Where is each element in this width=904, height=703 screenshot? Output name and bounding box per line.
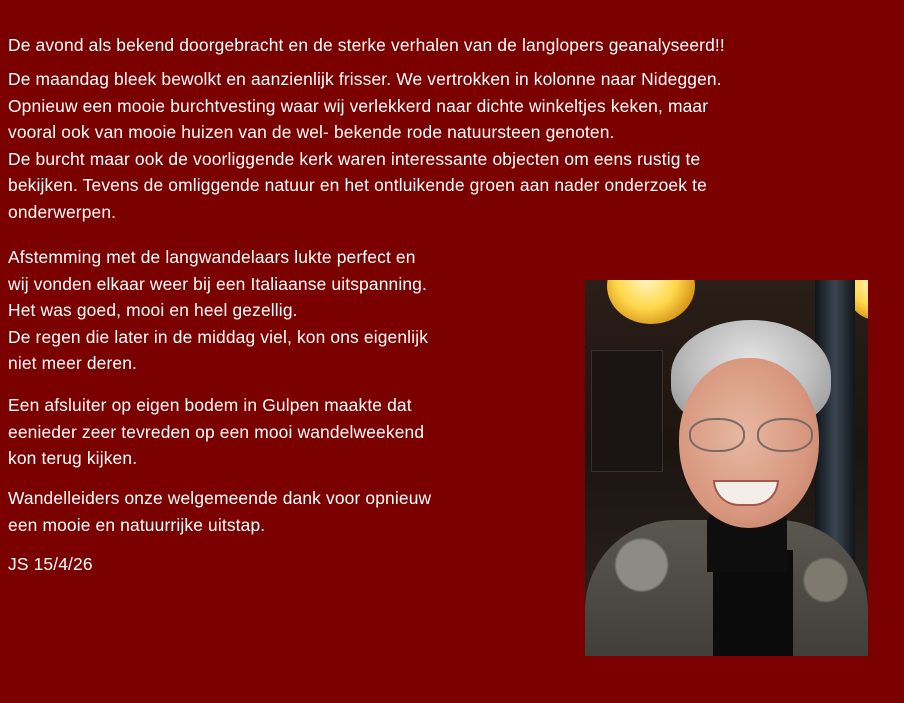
text-line: Opnieuw een mooie burchtvesting waar wij verlekkerd naar dichte winkeltjes keken, maar: [8, 95, 709, 116]
paragraph-afstemming: [8, 244, 568, 377]
photo-background-board: [591, 350, 663, 472]
text-line: De burcht maar ook de voorliggende kerk waren interessante objecten om eens rustig te: [8, 148, 701, 169]
text-line: bekijken. Tevens de omliggende natuur en het ontluikende groen aan nader onderzoek te: [8, 175, 707, 195]
text-line: vooral ook van mooie huizen van de wel- bekende rode natuursteen genoten.: [8, 122, 615, 142]
paragraph-afsluiter: [8, 392, 568, 472]
photo-lens: [757, 418, 813, 452]
text-line: De maandag bleek bewolkt en aanzienlijk frisser. We vertrokken in kolonne naar Nideggen.: [8, 69, 722, 89]
text-line: Een afsluiter op eigen bodem in Gulpen maakte dat: [8, 395, 412, 415]
paragraph-intro: [8, 32, 888, 59]
signature-date: [8, 551, 568, 578]
paragraph-monday: [8, 66, 888, 225]
text-line: onderwerpen.: [8, 201, 117, 222]
text-line: een mooie en natuurrijke uitstap.: [8, 514, 266, 535]
text-line: Het was goed, mooi en heel gezellig.: [8, 300, 298, 320]
photo-glasses: [689, 418, 819, 452]
text-line: kon terug kijken.: [8, 448, 138, 468]
photo-lamp: [607, 280, 695, 324]
paragraph-dank: [8, 485, 568, 538]
text-line: De regen die later in de middag viel, kon ons eigenlijk: [8, 326, 429, 347]
text-line: niet meer deren.: [8, 353, 138, 373]
text-line: Wandelleiders onze welgemeende dank voor opnieuw: [8, 488, 432, 508]
text-line: wij vonden elkaar weer bij een Italiaanse uitspanning.: [8, 273, 427, 294]
photo-lens: [689, 418, 745, 452]
text-line: JS 15/4/26: [8, 554, 93, 574]
text-line: eenieder zeer tevreden op een mooi wandelweekend: [8, 421, 425, 442]
portrait-photo: [585, 280, 868, 656]
text-line: Afstemming met de langwandelaars lukte perfect en: [8, 247, 416, 267]
text-line: De avond als bekend doorgebracht en de sterke verhalen van de langlopers geanalyseerd!!: [8, 35, 725, 55]
